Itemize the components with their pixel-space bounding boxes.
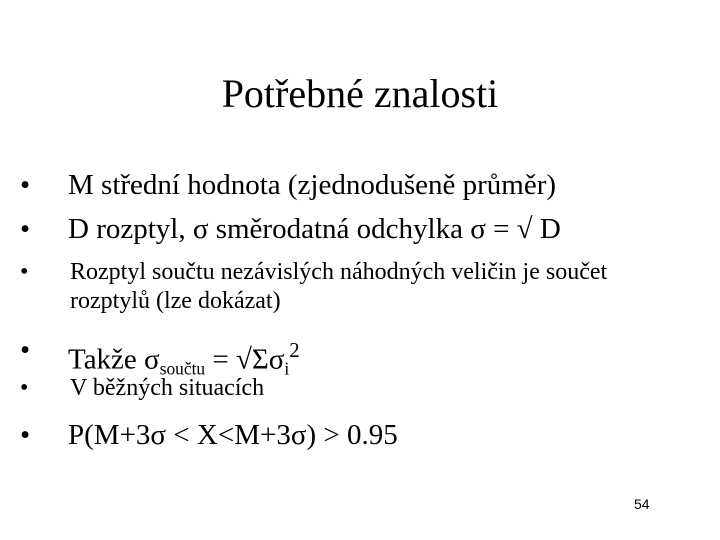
bullet-dot-icon: • <box>20 334 31 366</box>
bullet-dot-icon: • <box>20 419 31 451</box>
bullet-text: M střední hodnota (zjednodušeně průměr) <box>68 169 557 201</box>
bullet-text: Rozptyl součtu nezávislých náhodných veličin je součet <box>70 259 608 285</box>
bullet-text: rozptylů (lze dokázat) <box>70 288 281 314</box>
bullet-text: D rozptyl, σ směrodatná odchylka σ = √ D <box>68 213 561 245</box>
bullet-text: V běžných situacích <box>70 375 265 401</box>
formula-subscript: součtu <box>159 358 206 379</box>
bullet-dot-icon: • <box>20 375 29 401</box>
slide-title: Potřebné znalosti <box>221 71 499 116</box>
bullet-text: P(M+3σ < X<M+3σ) > 0.95 <box>68 419 398 451</box>
bullet-dot-icon: • <box>20 259 29 285</box>
formula-middle: = √Σσ <box>205 343 285 376</box>
bullet-dot-icon: • <box>20 169 31 201</box>
page-number: 54 <box>634 496 650 512</box>
formula-subscript-i: i <box>284 358 290 379</box>
formula-prefix: Takže σ <box>68 343 160 376</box>
formula-superscript: 2 <box>289 338 300 362</box>
bullet-dot-icon: • <box>20 213 31 245</box>
